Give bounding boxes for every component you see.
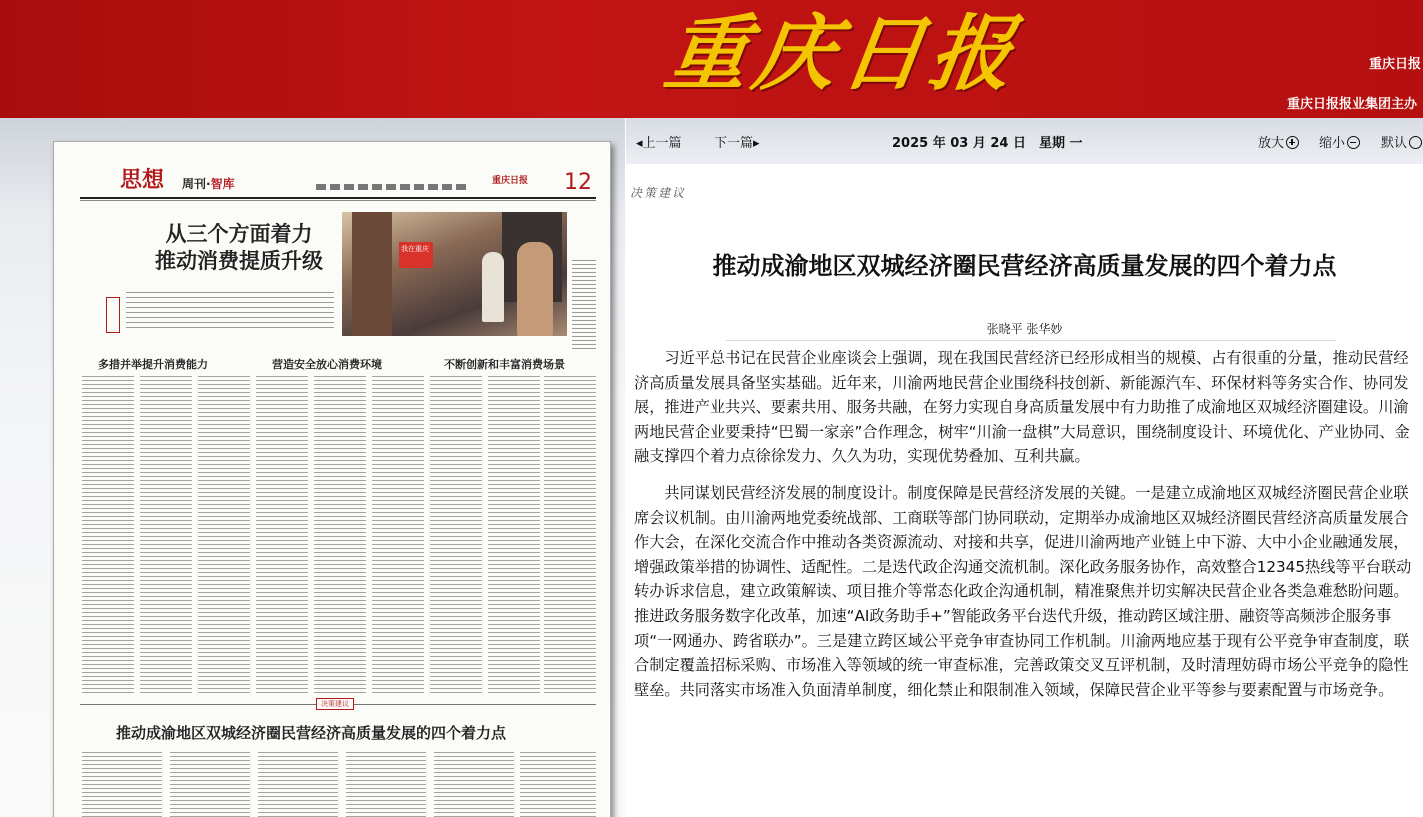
thumb-text-column xyxy=(346,752,426,817)
thumb-edition-nav xyxy=(316,184,466,190)
article-body xyxy=(634,346,1418,714)
author-divider xyxy=(726,340,1336,341)
thumb-top-rule xyxy=(80,197,596,199)
thumb-text-column xyxy=(372,376,424,694)
page-thumbnail-panel xyxy=(0,118,625,817)
brand-publisher: 重庆日报报业集团主办 xyxy=(1286,97,1417,112)
article-authors: 张晓平 张华妙 xyxy=(986,322,1063,336)
brand-name: 重庆日报 xyxy=(1368,57,1421,72)
thumb-text-column xyxy=(430,376,482,694)
thumb-page-number: 12 xyxy=(564,170,592,195)
newspaper-page-thumbnail[interactable] xyxy=(53,141,611,817)
thumb-subhead-1[interactable]: 多措并举提升消费能力 xyxy=(98,358,208,371)
zoom-default-button[interactable]: 默认 xyxy=(1381,132,1422,151)
thumb-text-column xyxy=(258,752,338,817)
article-panel xyxy=(626,118,1423,817)
article-title: 推动成渝地区双城经济圈民营经济高质量发展的四个着力点 xyxy=(712,252,1337,280)
thumb-text-column xyxy=(82,752,162,817)
zoom-out-button[interactable]: 缩小 xyxy=(1319,132,1360,151)
thumb-text-column xyxy=(82,376,134,694)
zoom-in-button[interactable]: 放大 xyxy=(1258,132,1299,151)
thumb-text-column xyxy=(140,376,192,694)
thumb-text-column xyxy=(488,376,540,694)
article-paragraph: 习近平总书记在民营企业座谈会上强调，现在我国民营经济已经形成相当的规模、占有很重的分量，推动民营经济高质量发展具备坚实基础。近年来，川渝两地民营企业围绕科技创新、新能源汽车、环保材料等务实合作、协同发展，推进产业共兴、要素共用、服务共融，在努力实现自身高质量发展中有力助推了成渝地区双城经济圈建设。川渝两地民营企业要秉持“巴蜀一家亲”合作理念，树牢“川渝一盘棋”大局意识，围绕制度设计、环境优化、产业协同、金融支撑四个着力点徐徐发力、久久为功，实现优势叠加、互利共赢。 xyxy=(634,349,1410,466)
prev-article-link[interactable]: ◂上一篇 xyxy=(636,136,682,151)
thumb-text-column xyxy=(520,752,596,817)
thumb-second-headline[interactable]: 推动成渝地区双城经济圈民营经济高质量发展的四个着力点 xyxy=(116,724,507,742)
plus-circle-icon xyxy=(1286,136,1299,149)
article-paragraph: 共同谋划民营经济发展的制度设计。制度保障是民营经济发展的关键。一是建立成渝地区双城经济圈民营企业联席会议机制。由川渝两地党委统战部、工商联等部门协同联动，定期举办成渝地区双城经济圈民营经济高质量发展合作大会，在深化交流合作中推动各类资源流动、对接和共享，促进川渝两地产业链上中下游、大中小企业融通发展，增强政策举措的协调性、适配性。二是迭代政企沟通交流机制。深化政务服务协作，高效整合12345热线等平台联动转办诉求信息，建立政策解读、项目推介等常态化政企沟通机制，精准聚焦并切实解决民营企业各类急难愁盼问题。推进政务服务数字化改革，加速“AI政务助手+”智能政务平台迭代升级，推动跨区域注册、融资等高频涉企服务事项“一网通办、跨省联办”。三是建立跨区域公平竞争审查协同工作机制。川渝两地应基于现有公平竞争审查制度，联合制定覆盖招标采购、市场准入等领域的统一审查标准，完善政策交叉互评机制，及时清理妨碍市场公平竞争的隐性壁垒。共同落实市场准入负面清单制度，细化禁止和限制准入领域，保障民营企业平等参与要素配置与市场竞争。 xyxy=(634,483,1412,699)
thumb-text-column xyxy=(256,376,308,694)
thumb-text-column xyxy=(198,376,250,694)
thumb-vertical-label xyxy=(106,297,120,333)
thumb-text-column xyxy=(544,376,596,694)
thumb-text-column xyxy=(170,752,250,817)
thumb-photo-sign: 我在重庆 xyxy=(399,242,433,268)
minus-circle-icon xyxy=(1347,136,1360,149)
thumb-weekly-label: 周刊·智库 xyxy=(182,177,235,191)
site-header xyxy=(0,0,1423,118)
thumb-intro-text xyxy=(126,292,334,332)
thumb-section-tag: 决策建议 xyxy=(316,698,354,710)
article-column-label: 决策建议 xyxy=(630,186,687,200)
thumb-subhead-2[interactable]: 营造安全放心消费环境 xyxy=(272,358,382,371)
article-toolbar xyxy=(626,118,1423,164)
issue-date: 2025 年 03 月 24 日 星期 一 xyxy=(892,136,1083,151)
thumb-top-rule-thin xyxy=(80,200,596,201)
thumb-street-photo xyxy=(342,212,567,336)
chevron-left-icon: ◂ xyxy=(636,136,643,151)
circle-icon xyxy=(1409,136,1422,149)
masthead-logo[interactable]: 重庆日报 xyxy=(659,6,1025,102)
thumb-photo-caption xyxy=(572,260,596,350)
chevron-right-icon: ▸ xyxy=(753,136,760,151)
thumb-main-headline[interactable]: 从三个方面着力 推动消费提质升级 xyxy=(155,221,323,273)
thumb-text-column xyxy=(314,376,366,694)
thumb-section-title: 思想 xyxy=(120,167,165,193)
thumb-mini-logo: 重庆日报 xyxy=(492,176,529,186)
next-article-link[interactable]: 下一篇▸ xyxy=(714,136,760,151)
thumb-subhead-3[interactable]: 不断创新和丰富消费场景 xyxy=(444,358,565,371)
thumb-text-column xyxy=(434,752,514,817)
